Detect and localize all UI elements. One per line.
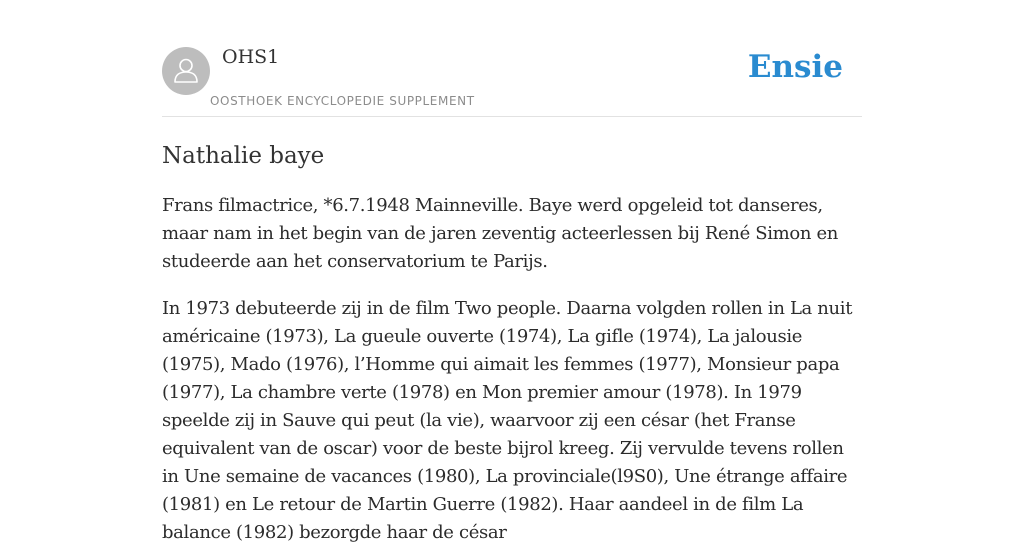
article-title: Nathalie baye [162,143,325,169]
article-paragraph: In 1973 debuteerde zij in de film Two people. Daarna volgden rollen in La nuit américaine (1973), La gueule ouverte (1974), La gifle (1974), La jalousie (1975), Mado (1976), l’Homme qui aimait les femmes (1977), Monsieur papa (1977), La chambre verte (1978) en Mon premier amour (1978). In 1979 speelde zij in Sauve qui peut (la vie), waarvoor zij een césar (het Franse equivalent van de oscar) voor de beste bijrol kreeg. Zij vervulde tevens rollen in Une semaine de vacances (1980), La provinciale(l9S0), Une étrange affaire (1981) en Le retour de Martin Guerre (1982). Haar aandeel in de film La balance (1982) bezorgde haar de césar [162,298,853,543]
page-container [162,0,862,547]
article-paragraph: Frans filmactrice, *6.7.1948 Mainneville. Baye werd opgeleid tot danseres, maar nam in het begin van de jaren zeventig acteerlessen bij René Simon en studeerde aan het conservatorium te Parijs. [162,195,839,272]
avatar[interactable] [162,47,210,95]
user-silhouette-icon [162,47,210,95]
site-logo[interactable]: Ensie [747,49,843,85]
author-name[interactable]: OHS1 [222,46,280,68]
author-header [162,0,862,117]
publication-name[interactable]: OOSTHOEK ENCYCLOPEDIE SUPPLEMENT [210,94,475,108]
